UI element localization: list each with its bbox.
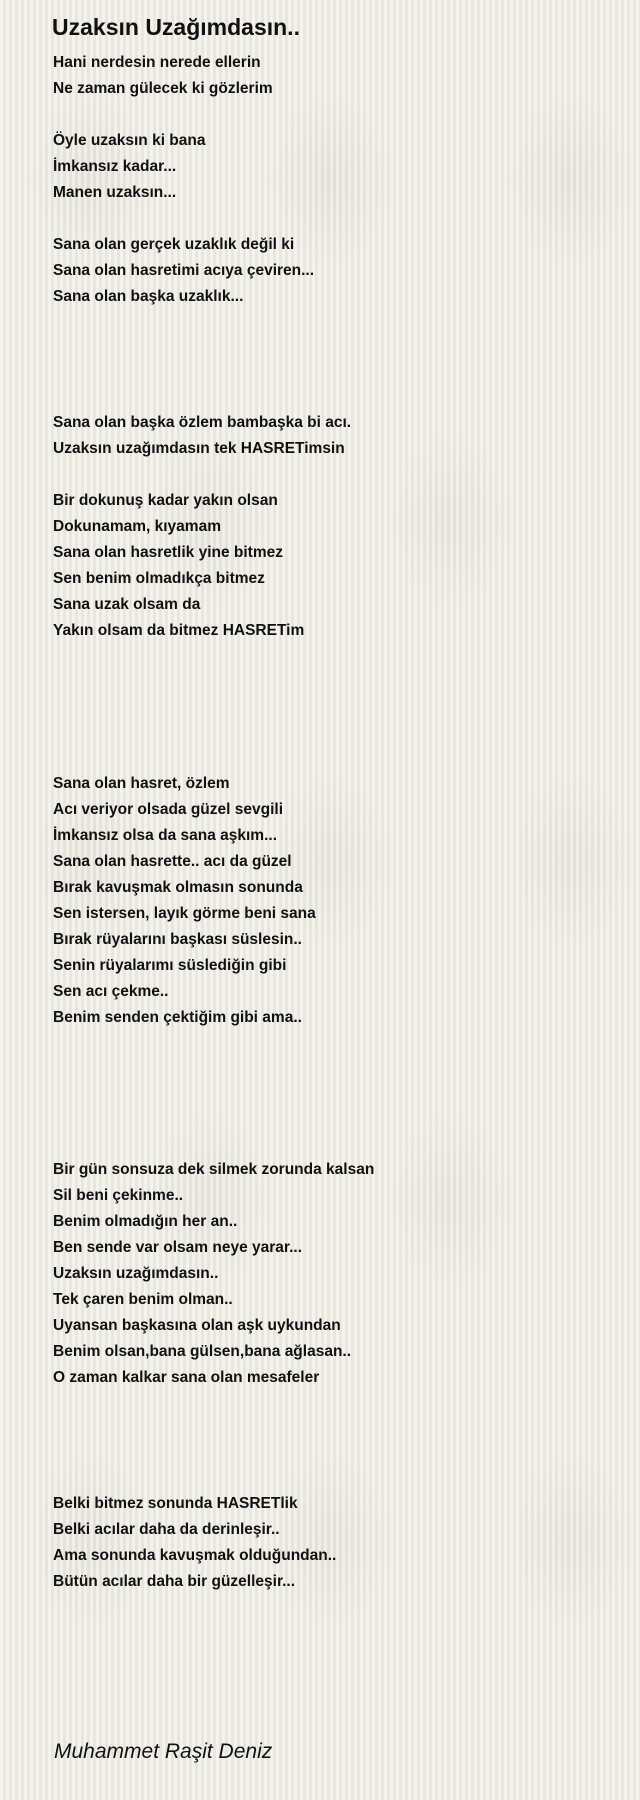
poem-line: O zaman kalkar sana olan mesafeler xyxy=(53,1369,320,1386)
poem-line: Sana olan hasretimi acıya çeviren... xyxy=(53,262,315,279)
stanza-1 xyxy=(53,50,273,102)
poem-line: Sen benim olmadıkça bitmez xyxy=(53,570,265,587)
poem-line: Uyansan başkasına olan aşk uykundan xyxy=(53,1317,341,1334)
poem-line: Sil beni çekinme.. xyxy=(53,1187,184,1204)
poem-line: Senin rüyalarımı süslediğin gibi xyxy=(53,957,287,974)
poem-line: Bütün acılar daha bir güzelleşir... xyxy=(53,1573,296,1590)
poem-line: Sana olan gerçek uzaklık değil ki xyxy=(53,236,295,253)
poem-line: Acı veriyor olsada güzel sevgili xyxy=(53,801,284,818)
poem-line: Bırak rüyalarını başkası süslesin.. xyxy=(53,931,302,948)
poem-line: Yakın olsam da bitmez HASRETim xyxy=(53,622,305,639)
poem-line: Sana olan hasret, özlem xyxy=(53,775,230,792)
poem-line: Sana uzak olsam da xyxy=(53,596,201,613)
poem-line: Hani nerdesin nerede ellerin xyxy=(53,54,261,71)
stanza-2 xyxy=(53,128,205,206)
poem-line: Belki acılar daha da derinleşir.. xyxy=(53,1521,280,1538)
poem-line: Sen istersen, layık görme beni sana xyxy=(53,905,316,922)
poem-line: Benim olmadığın her an.. xyxy=(53,1213,238,1230)
poem-line: Benim senden çektiğim gibi ama.. xyxy=(53,1009,302,1026)
poem-line: Tek çaren benim olman.. xyxy=(53,1291,233,1308)
stanza-7 xyxy=(53,1157,374,1391)
poem-line: İmkansız olsa da sana aşkım... xyxy=(53,827,278,844)
poem-line: Bir dokunuş kadar yakın olsan xyxy=(53,492,278,509)
poem-line: Sen acı çekme.. xyxy=(53,983,169,1000)
poem-line: Sana olan başka özlem bambaşka bi acı. xyxy=(53,414,352,431)
poem-line: Sana olan başka uzaklık... xyxy=(53,288,244,305)
poem-line: Sana olan hasrette.. acı da güzel xyxy=(53,853,292,870)
stanza-6 xyxy=(53,771,316,1031)
poem-line: Benim olsan,bana gülsen,bana ağlasan.. xyxy=(53,1343,352,1360)
stanza-3 xyxy=(53,232,314,310)
poem-line: Ne zaman gülecek ki gözlerim xyxy=(53,80,273,97)
poem-line: İmkansız kadar... xyxy=(53,158,177,175)
stanza-4 xyxy=(53,410,351,462)
poem-line: Bir gün sonsuza dek silmek zorunda kalsan xyxy=(53,1161,375,1178)
poem-line: Belki bitmez sonunda HASRETlik xyxy=(53,1495,298,1512)
poem-title: Uzaksın Uzağımdasın.. xyxy=(52,14,300,40)
poem-line: Manen uzaksın... xyxy=(53,184,177,201)
stanza-8 xyxy=(53,1491,336,1595)
poem-line: Ben sende var olsam neye yarar... xyxy=(53,1239,302,1256)
stanza-5 xyxy=(53,488,304,644)
poem-line: Bırak kavuşmak olmasın sonunda xyxy=(53,879,303,896)
author-signature: Muhammet Raşit Deniz xyxy=(54,1740,273,1763)
poem-line: Sana olan hasretlik yine bitmez xyxy=(53,544,283,561)
poem-line: Öyle uzaksın ki bana xyxy=(53,132,206,149)
poem-line: Ama sonunda kavuşmak olduğundan.. xyxy=(53,1547,337,1564)
poem-line: Dokunamam, kıyamam xyxy=(53,518,221,535)
poem-line: Uzaksın uzağımdasın tek HASRETimsin xyxy=(53,440,345,457)
poem-line: Uzaksın uzağımdasın.. xyxy=(53,1265,219,1282)
